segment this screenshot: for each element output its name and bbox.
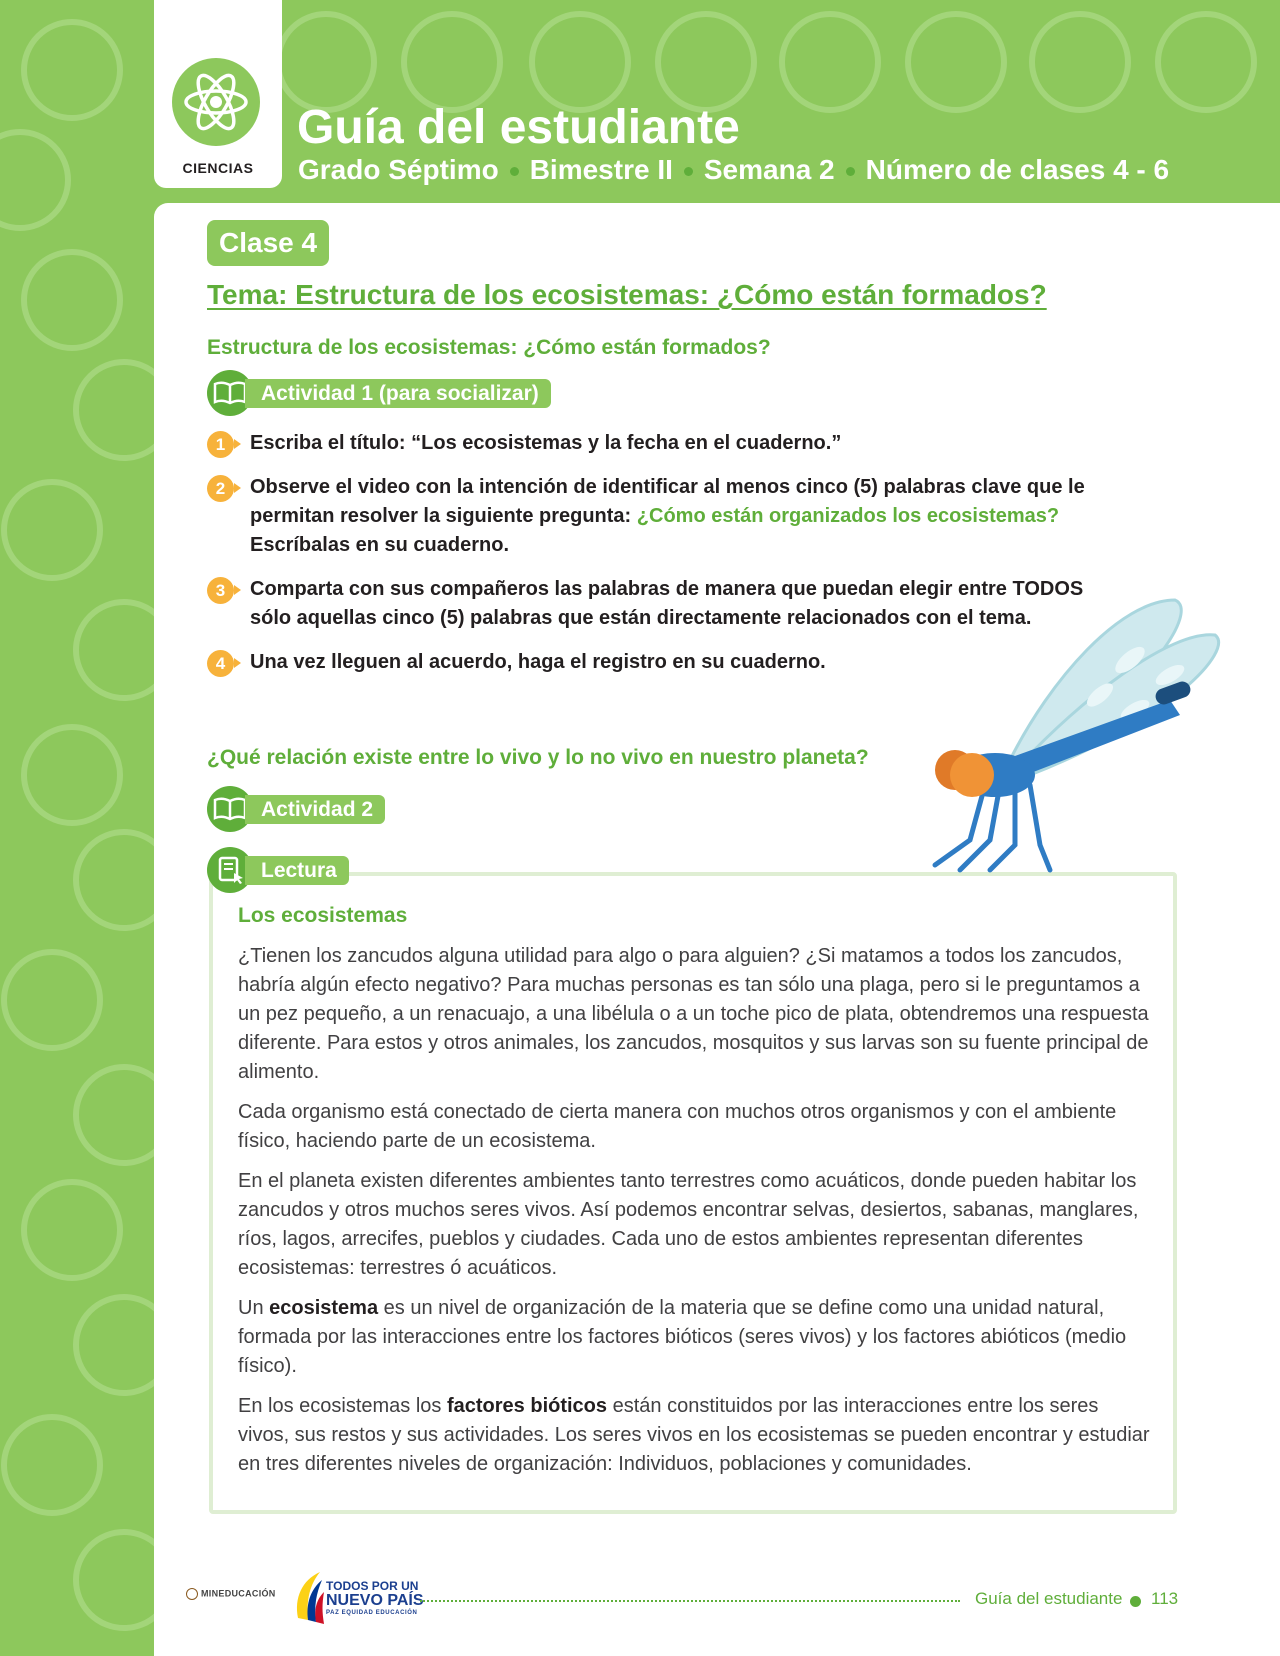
- section-heading-relation: ¿Qué relación existe entre lo vivo y lo no vivo en nuestro planeta?: [207, 746, 869, 769]
- paragraph-text: Un: [238, 1297, 270, 1319]
- page-title: Guía del estudiante: [297, 101, 740, 154]
- subject-tab: [154, 0, 282, 188]
- step-number: 1: [207, 431, 234, 458]
- atom-icon: [172, 58, 260, 146]
- class-badge: Clase 4: [207, 220, 329, 266]
- step-text: Una vez lleguen al acuerdo, haga el registro en su cuaderno.: [250, 651, 826, 673]
- bullet-icon: [510, 167, 519, 176]
- step-number: 4: [207, 650, 234, 677]
- step-number: 2: [207, 475, 234, 502]
- mineducacion-logo: [186, 1588, 276, 1600]
- step-text-part: Escríbalas en su cuaderno.: [250, 534, 509, 556]
- dragonfly-icon: [930, 590, 1270, 880]
- seal-icon: [186, 1588, 198, 1600]
- bullet-icon: [684, 167, 693, 176]
- key-term: ecosistema: [269, 1297, 379, 1319]
- activity-2-label: Actividad 2: [245, 795, 385, 824]
- header-meta: [298, 152, 1169, 188]
- classes-label: Número de clases 4 - 6: [865, 154, 1170, 185]
- term-label: Bimestre II: [529, 154, 673, 185]
- step-text: [250, 473, 1127, 560]
- reading-paragraph: En el planeta existen diferentes ambientes tanto terrestres como acuáticos, donde pueden habitar los zancudos y otros muchos seres vivos. Así podemos encontrar selvas, desiertos, sabanas, manglares, ríos, lagos, arrecifes, pueblos y ciudades. Cada uno de estos ambientes representan diferentes ecosistemas: terrestres ó acuáticos.: [238, 1170, 1139, 1279]
- reading-paragraph: [238, 1294, 1150, 1381]
- step-text: Comparta con sus compañeros las palabras de manera que puedan elegir entre TODOS sólo aquellas cinco (5) palabras que están directamente relacionados con el tema.: [250, 578, 1084, 629]
- grade-label: Grado Séptimo: [298, 154, 499, 185]
- subject-label: CIENCIAS: [182, 160, 254, 176]
- dragonfly-legs: [935, 785, 1050, 870]
- footer-divider: [420, 1600, 960, 1602]
- reading-paragraph: Cada organismo está conectado de cierta manera con muchos otros organismos y con el ambiente físico, haciendo parte de un ecosistema.: [238, 1101, 1117, 1152]
- reading-label: Lectura: [245, 856, 349, 885]
- logo-line: PAZ EQUIDAD EDUCACIÓN: [326, 1610, 418, 1616]
- bullet-icon: [1130, 1596, 1141, 1607]
- key-term: factores bióticos: [446, 1395, 608, 1417]
- footer-label: Guía del estudiante: [975, 1589, 1123, 1608]
- activity-1-label: Actividad 1 (para socializar): [245, 379, 551, 408]
- reading-body: [238, 942, 1150, 1490]
- mineducacion-text: MINEDUCACIÓN: [201, 1588, 276, 1599]
- section-heading-structure: Estructura de los ecosistemas: ¿Cómo están formados?: [207, 336, 771, 359]
- logo-line: TODOS POR UN: [326, 1579, 419, 1593]
- bullet-icon: [846, 167, 855, 176]
- step-item: [207, 429, 1127, 458]
- reading-paragraph: [238, 1392, 1150, 1479]
- paragraph-text: están constituidos por las interacciones entre los seres vivos, sus restos y sus actividades. Los seres vivos en los ecosistemas se pueden encontrar y estudiar en tres diferentes niveles de organización: Individuos, poblaciones y comunidades.: [238, 1395, 1150, 1475]
- reading-title: Los ecosistemas: [238, 904, 408, 927]
- step-number: 3: [207, 577, 234, 604]
- topic-title: Tema: Estructura de los ecosistemas: ¿Cómo están formados?: [207, 279, 1047, 310]
- pattern-circles-left: [0, 132, 172, 1628]
- reading-paragraph: ¿Tienen los zancudos alguna utilidad para algo o para alguien? ¿Si matamos a todos los zancudos, habría algún efecto negativo? Para muchas personas es tan sólo una plaga, pero si le preguntamos a un pez pequeño, a un renacuajo, a una libélula o a un toche pico de plata, obtendremos una respuesta diferente. Para estos y otros animales, los zancudos, mosquitos y sus larvas son su fuente principal de alimento.: [238, 945, 1149, 1083]
- todos-por-un-nuevo-pais-logo: [292, 1568, 422, 1624]
- flag-swoosh-icon: [292, 1568, 326, 1624]
- page-number: 113: [1151, 1589, 1179, 1608]
- paragraph-text: En los ecosistemas los: [238, 1395, 447, 1417]
- step-text-part: Observe el video con la intención de identificar al menos cinco (5) palabras clave que le permitan resolver la siguiente pregunta:: [250, 476, 1085, 527]
- guiding-question: ¿Cómo están organizados los ecosistemas?: [636, 505, 1060, 527]
- paragraph-text: es un nivel de organización de la materia que se define como una unidad natural, formada por las interacciones entre los factores bióticos (seres vivos) y los factores abióticos (medio físico).: [238, 1297, 1127, 1377]
- step-text: Escriba el título: “Los ecosistemas y la fecha en el cuaderno.”: [250, 432, 842, 454]
- dragonfly-eye-front: [950, 753, 994, 797]
- logo-line: NUEVO PAÍS: [326, 1592, 424, 1609]
- step-item: [207, 473, 1127, 560]
- week-label: Semana 2: [703, 154, 835, 185]
